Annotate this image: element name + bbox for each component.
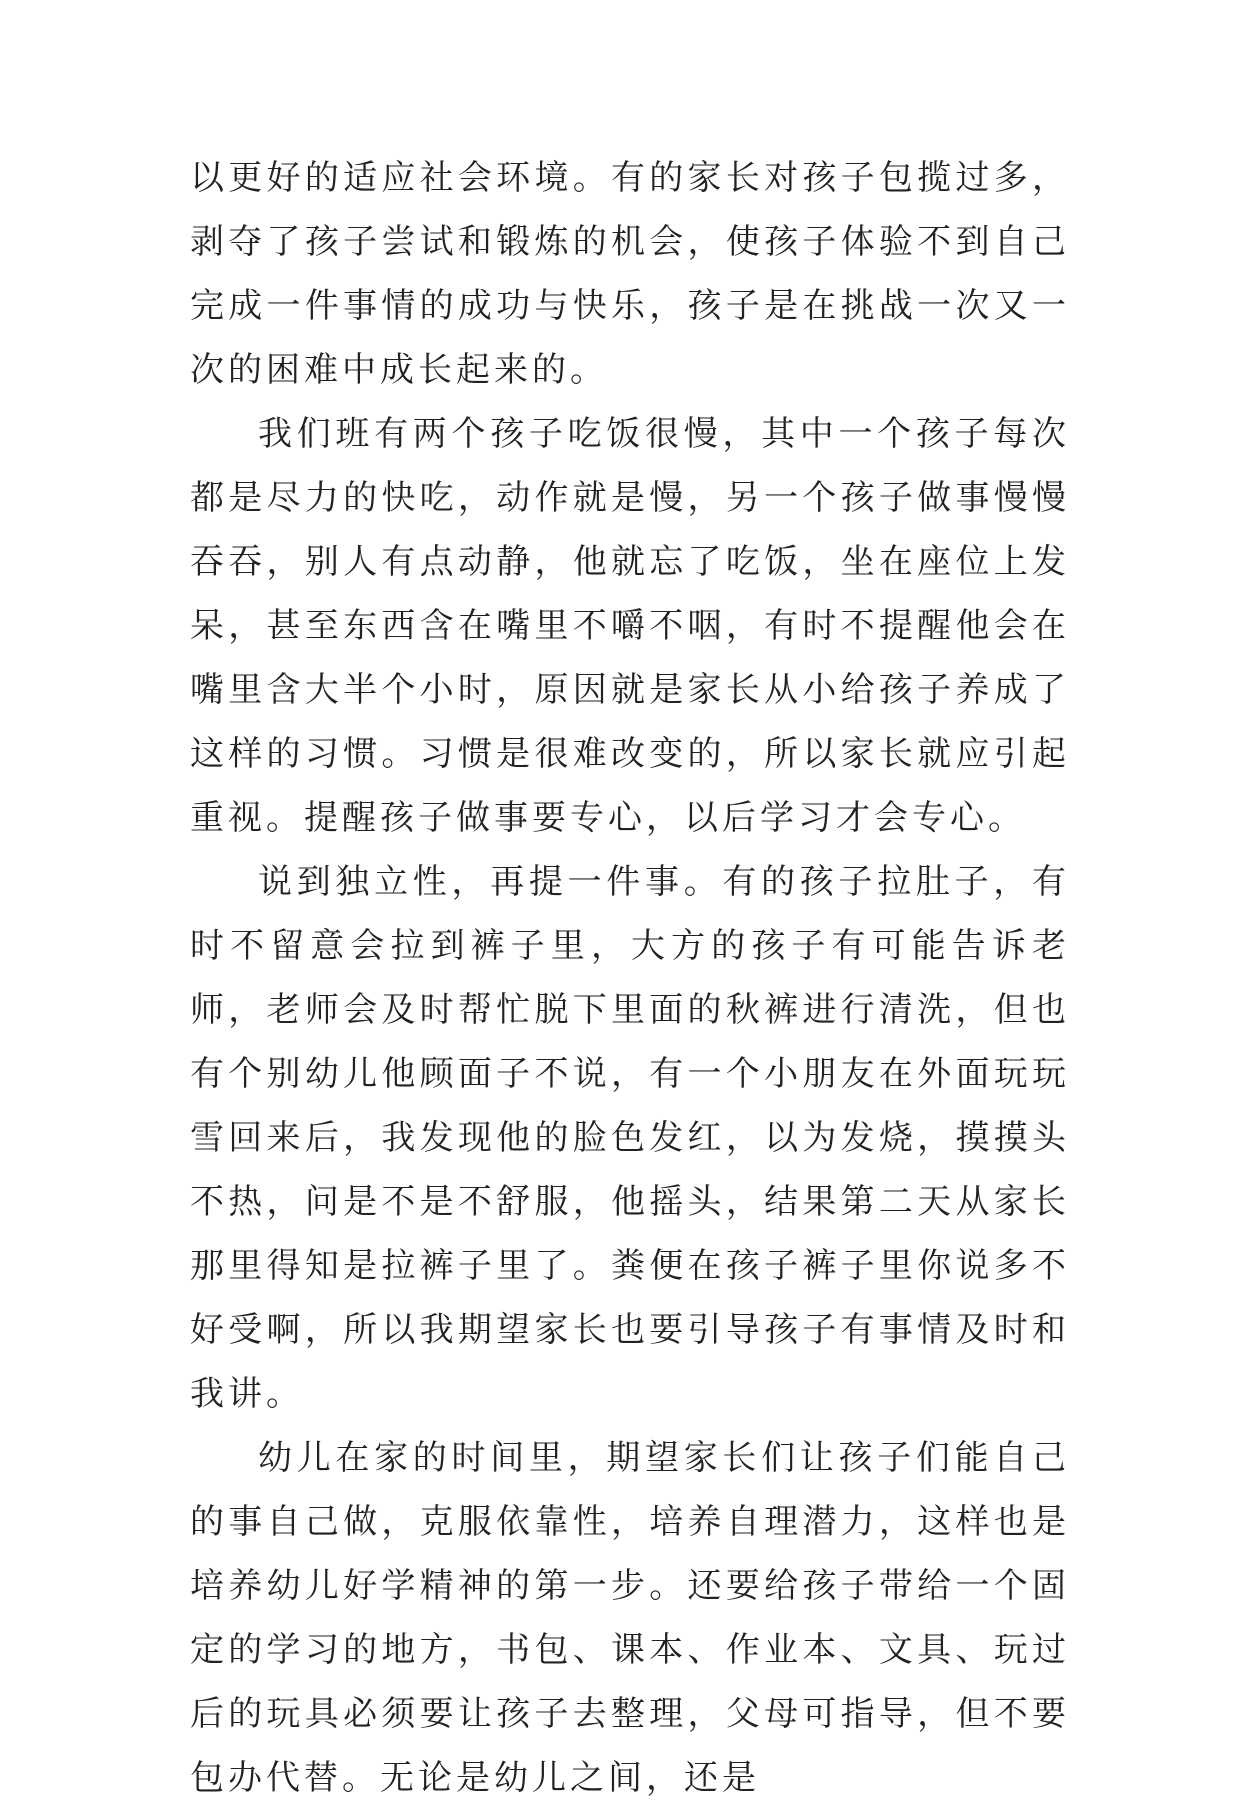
paragraph: 我们班有两个孩子吃饭很慢，其中一个孩子每次都是尽力的快吃，动作就是慢，另一个孩子做事慢慢吞吞，别人有点动静，他就忘了吃饭，坐在座位上发呆，甚至东西含在嘴里不嚼不咽，有时不提醒他会在嘴里含大半个小时，原因就是家长从小给孩子养成了这样的习惯。习惯是很难改变的，所以家长就应引起重视。提醒孩子做事要专心，以后学习才会专心。 [190,414,1070,838]
document-body [190,146,1070,1810]
paragraph: 说到独立性，再提一件事。有的孩子拉肚子，有时不留意会拉到裤子里，大方的孩子有可能告诉老师，老师会及时帮忙脱下里面的秋裤进行清洗，但也有个别幼儿他顾面子不说，有一个小朋友在外面玩玩雪回来后，我发现他的脸色发红，以为发烧，摸摸头不热，问是不是不舒服，他摇头，结果第二天从家长那里得知是拉裤子里了。粪便在孩子裤子里你说多不好受啊，所以我期望家长也要引导孩子有事情及时和我讲。 [190,862,1070,1414]
paragraph: 以更好的适应社会环境。有的家长对孩子包揽过多，剥夺了孩子尝试和锻炼的机会，使孩子体验不到自己完成一件事情的成功与快乐，孩子是在挑战一次又一次的困难中成长起来的。 [190,158,1070,390]
paragraph: 幼儿在家的时间里，期望家长们让孩子们能自己的事自己做，克服依靠性，培养自理潜力，这样也是培养幼儿好学精神的第一步。还要给孩子带给一个固定的学习的地方，书包、课本、作业本、文具、玩过后的玩具必须要让孩子去整理，父母可指导，但不要包办代替。无论是幼儿之间，还是 [190,1438,1070,1798]
